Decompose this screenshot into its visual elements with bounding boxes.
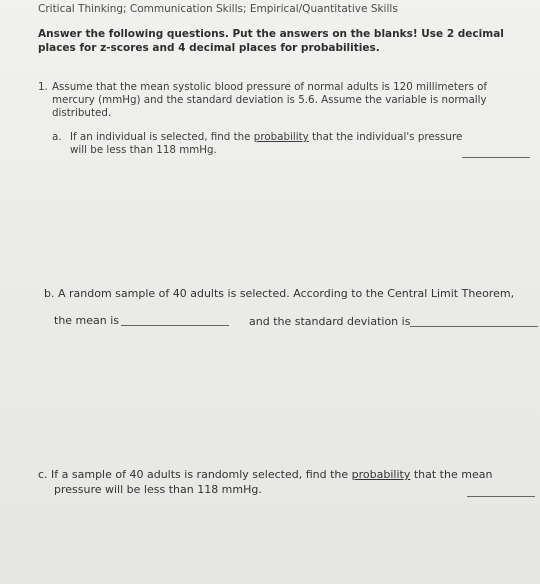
question-c-line-1 [38, 468, 492, 481]
answer-c-blank[interactable] [467, 496, 535, 497]
question-1-line-1: Assume that the mean systolic blood pressure of normal adults is 120 millimeters of [52, 81, 488, 93]
question-a-pre: If an individual is selected, find the [70, 131, 254, 143]
question-c-post: that the mean [410, 468, 493, 481]
instructions-line-1: Answer the following questions. Put the answers on the blanks! Use 2 decimal [38, 28, 504, 40]
answer-b-mean-blank[interactable] [121, 325, 229, 326]
question-b-sd-label: and the standard deviation is [249, 315, 411, 328]
question-b-line-1: b. A random sample of 40 adults is selected. According to the Central Limit Theorem, [44, 287, 515, 300]
question-a-letter: a. [52, 131, 62, 143]
answer-a-blank[interactable] [462, 157, 530, 158]
question-c-line-2: pressure will be less than 118 mmHg. [54, 483, 262, 496]
question-1-number: 1. [38, 81, 48, 93]
question-a-line-2: will be less than 118 mmHg. [70, 144, 217, 156]
instructions-line-2: places for z-scores and 4 decimal places for probabilities. [38, 42, 380, 54]
question-a-line-1 [70, 131, 462, 143]
question-1-line-2: mercury (mmHg) and the standard deviation is 5.6. Assume the variable is normally [52, 94, 487, 106]
question-1-line-3: distributed. [52, 107, 112, 119]
question-a-keyword: probability [253, 131, 309, 143]
question-b-mean-label: the mean is [54, 314, 120, 327]
question-c-pre: c. If a sample of 40 adults is randomly selected, find the [38, 468, 352, 481]
question-a-post: that the individual's pressure [308, 131, 463, 143]
answer-b-sd-blank[interactable] [410, 326, 538, 327]
question-c-keyword: probability [351, 468, 411, 481]
skills-header: Critical Thinking; Communication Skills; Empirical/Quantitative Skills [38, 3, 398, 15]
